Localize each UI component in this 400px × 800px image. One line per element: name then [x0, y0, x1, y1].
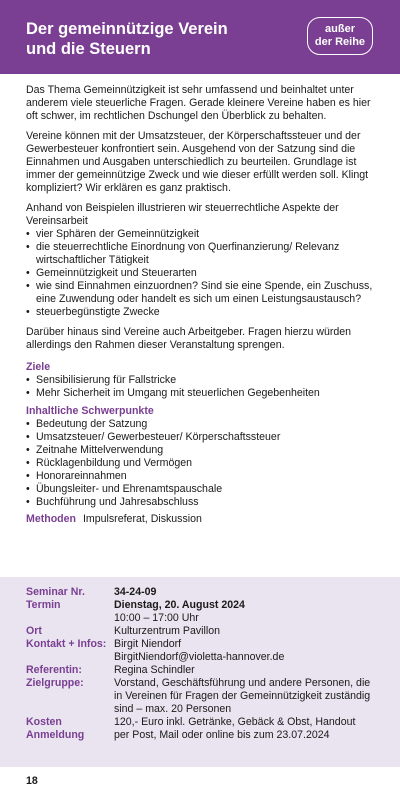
- header-bar: [0, 0, 400, 74]
- termin-label: Termin: [26, 599, 61, 611]
- zielgruppe-label: Zielgruppe:: [26, 677, 84, 689]
- info-row-zielgruppe: [26, 677, 376, 716]
- list-item: • Zeitnahe Mittelverwendung: [26, 444, 376, 457]
- list-item: • Bedeutung der Satzung: [26, 418, 376, 431]
- info-row-kontakt: [26, 638, 376, 651]
- info-row-anmeldung: [26, 729, 376, 742]
- page-number: 18: [26, 775, 38, 787]
- badge-line-2: der Reihe: [314, 36, 366, 48]
- badge-line-1: außer: [325, 23, 355, 35]
- ziele-list: [26, 374, 376, 400]
- series-badge: [307, 17, 373, 55]
- ort-value: Kulturzentrum Pavillon: [114, 625, 220, 637]
- kontakt-name: Birgit Niendorf: [114, 638, 182, 650]
- info-row-time: [26, 612, 376, 625]
- methoden-label: Methoden: [26, 513, 77, 525]
- info-row-termin: [26, 599, 376, 612]
- list-item: • Rücklagenbildung und Vermögen: [26, 457, 376, 470]
- anmeldung-label: Anmeldung: [26, 729, 85, 741]
- intro-paragraph-3: Anhand von Beispielen illustrieren wir steuerrechtliche Aspekte der Vereinsarbeit: [26, 202, 339, 227]
- list-item: • vier Sphären der Gemeinnützigkeit: [26, 228, 376, 241]
- ort-label: Ort: [26, 625, 42, 637]
- kosten-label: Kosten: [26, 716, 62, 728]
- aspects-list: [26, 228, 376, 319]
- title-line-2: und die Steuern: [26, 40, 151, 58]
- info-row-seminar: [26, 586, 376, 599]
- schwerpunkte-heading: Inhaltliche Schwerpunkte: [26, 405, 154, 417]
- referentin-label: Referentin:: [26, 664, 82, 676]
- seminar-number: 34-24-09: [114, 586, 157, 598]
- seminar-label: Seminar Nr.: [26, 586, 85, 598]
- page-title: [26, 19, 286, 59]
- list-item: • die steuerrechtliche Einordnung von Querfinanzierung/ Relevanz wirtschaftlicher Tätigkeit: [26, 241, 376, 267]
- info-row-email: [26, 651, 376, 664]
- info-grid: [26, 586, 376, 742]
- seminar-info-box: [0, 577, 400, 767]
- list-item: • Übungsleiter- und Ehrenamtspauschale: [26, 483, 376, 496]
- ziele-heading: Ziele: [26, 361, 51, 373]
- intro-paragraph-4: Darüber hinaus sind Vereine auch Arbeitgeber. Fragen hierzu würden allerdings den Rahmen dieser Veranstaltung sprengen.: [26, 326, 352, 351]
- methoden-value: Impulsreferat, Diskussion: [82, 513, 202, 525]
- methoden-line: [26, 513, 376, 526]
- list-item: • Gemeinnützigkeit und Steuerarten: [26, 267, 376, 280]
- list-item: • wie sind Einnahmen einzuordnen? Sind sie eine Spende, ein Zuschuss, eine Zuwendung oder handelt es sich um einen Leistungsaustausch?: [26, 280, 376, 306]
- list-item: • Umsatzsteuer/ Gewerbesteuer/ Körperschaftssteuer: [26, 431, 376, 444]
- intro-paragraph-1: Das Thema Gemeinnützigkeit ist sehr umfassend und beinhaltet unter anderem viele steuerliche Fragen. Gerade kleinere Vereine haben es hier oft schwer, im rechtlichen Dschungel den Überblick zu behalten.: [26, 84, 371, 122]
- termin-time: 10:00 – 17:00 Uhr: [114, 612, 199, 624]
- main-content: [26, 84, 376, 526]
- title-line-1: Der gemeinnützige Verein: [26, 20, 228, 38]
- list-item: • steuerbegünstigte Zwecke: [26, 306, 376, 319]
- list-item: • Sensibilisierung für Fallstricke: [26, 374, 376, 387]
- list-item: • Mehr Sicherheit im Umgang mit steuerlichen Gegebenheiten: [26, 387, 376, 400]
- info-row-kosten: [26, 716, 376, 729]
- anmeldung-value: per Post, Mail oder online bis zum 23.07.2024: [114, 729, 330, 741]
- kontakt-email[interactable]: BirgitNiendorf@violetta-hannover.de: [114, 651, 285, 663]
- list-item: • Honorareinnahmen: [26, 470, 376, 483]
- info-row-ort: [26, 625, 376, 638]
- list-item: • Buchführung und Jahresabschluss: [26, 496, 376, 509]
- schwerpunkte-list: [26, 418, 376, 509]
- kontakt-label: Kontakt + Infos:: [26, 638, 107, 650]
- info-row-referentin: [26, 664, 376, 677]
- referentin-value: Regina Schindler: [114, 664, 195, 676]
- termin-date: Dienstag, 20. August 2024: [114, 599, 245, 611]
- intro-paragraph-2: Vereine können mit der Umsatzsteuer, der Körperschaftssteuer und der Gewerbesteuer konfrontiert sein. Ausgehend von der Satzung sind die Einnahmen und Ausgaben unterschiedlich zu beurteilen. Grundlage ist immer der gemeinnützige Zweck und wie dieser erfüllt werden soll. Klingt kompliziert? Wir erklären es ganz praktisch.: [26, 130, 369, 194]
- zielgruppe-value: Vorstand, Geschäftsführung und andere Personen, die in Vereinen für Fragen der Gemeinnützigkeit zuständig sind – max. 20 Personen: [114, 677, 371, 715]
- kosten-value: 120,- Euro inkl. Getränke, Gebäck & Obst, Handout: [114, 716, 356, 728]
